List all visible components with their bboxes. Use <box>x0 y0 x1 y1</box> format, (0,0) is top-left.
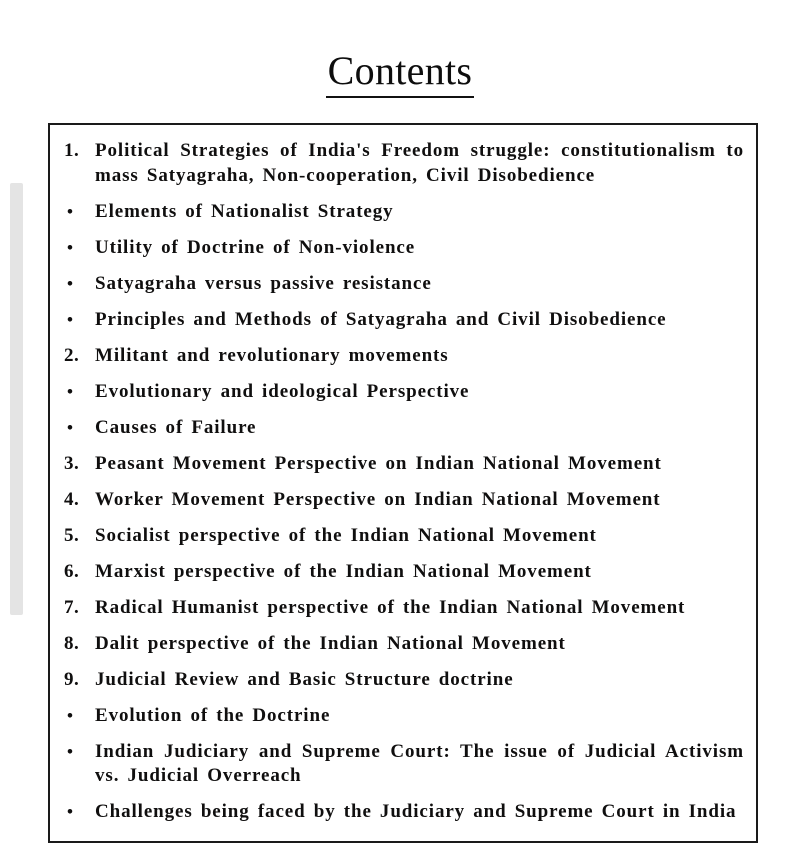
toc-entry[interactable] <box>50 488 744 513</box>
toc-bullet-marker: • <box>67 417 74 437</box>
toc-number-marker: 6. <box>64 560 80 582</box>
toc-entry-text: Evolution of the Doctrine <box>95 704 331 726</box>
toc-bullet-marker: • <box>67 705 74 725</box>
toc-entry-text: Challenges being faced by the Judiciary and Supreme Court in India <box>95 801 737 822</box>
toc-entry-text: Peasant Movement Perspective on Indian National Movement <box>95 452 662 474</box>
toc-entry-text: Dalit perspective of the Indian National Movement <box>95 632 566 654</box>
toc-bullet-marker: • <box>67 273 74 293</box>
toc-entry[interactable] <box>50 668 744 693</box>
toc-bullet-marker: • <box>67 201 74 221</box>
toc-entry-text: Political Strategies of India's Freedom struggle: constitutionalism to mass Satyagraha, Non-cooperation, Civil Disobedience <box>95 140 744 186</box>
table-of-contents-list <box>50 125 756 825</box>
toc-entry[interactable] <box>50 380 744 405</box>
toc-number-marker: 7. <box>64 596 80 618</box>
toc-bullet-marker: • <box>67 802 74 821</box>
toc-entry-text: Satyagraha versus passive resistance <box>95 272 432 294</box>
toc-entry-text: Radical Humanist perspective of the Indian National Movement <box>95 596 686 618</box>
toc-entry-text: Elements of Nationalist Strategy <box>95 200 394 222</box>
toc-entry[interactable] <box>50 560 744 585</box>
toc-entry[interactable] <box>50 236 744 261</box>
toc-entry[interactable] <box>50 596 744 621</box>
toc-entry-text: Marxist perspective of the Indian National Movement <box>95 560 592 582</box>
toc-number-marker: 2. <box>64 344 80 366</box>
toc-number-marker: 3. <box>64 452 80 474</box>
toc-entry[interactable] <box>50 272 744 297</box>
toc-entry[interactable] <box>50 139 744 188</box>
toc-number-marker: 9. <box>64 668 80 690</box>
contents-frame <box>48 123 758 843</box>
toc-entry-text: Militant and revolutionary movements <box>95 344 449 366</box>
toc-bullet-marker: • <box>67 741 74 761</box>
page-title <box>0 48 800 98</box>
toc-entry[interactable] <box>50 344 744 369</box>
toc-bullet-marker: • <box>67 237 74 257</box>
toc-entry[interactable] <box>50 632 744 657</box>
toc-entry-text: Worker Movement Perspective on Indian National Movement <box>95 488 661 510</box>
toc-entry-text: Principles and Methods of Satyagraha and Civil Disobedience <box>95 308 667 330</box>
toc-entry[interactable] <box>50 704 744 729</box>
toc-number-marker: 1. <box>64 140 80 161</box>
toc-entry-text: Socialist perspective of the Indian National Movement <box>95 524 597 546</box>
page-scrollbar[interactable] <box>5 0 18 800</box>
toc-entry[interactable] <box>50 800 744 825</box>
toc-entry-text: Judicial Review and Basic Structure doctrine <box>95 668 514 690</box>
toc-entry[interactable] <box>50 200 744 225</box>
toc-entry-text: Causes of Failure <box>95 416 257 438</box>
toc-entry-text: Indian Judiciary and Supreme Court: The issue of Judicial Activism vs. Judicial Overreach <box>95 740 744 786</box>
toc-entry[interactable] <box>50 524 744 549</box>
toc-number-marker: 4. <box>64 488 80 510</box>
page-scrollbar-thumb[interactable] <box>10 183 23 615</box>
toc-entry[interactable] <box>50 416 744 441</box>
toc-number-marker: 5. <box>64 524 80 546</box>
toc-entry[interactable] <box>50 452 744 477</box>
toc-entry[interactable] <box>50 308 744 333</box>
page-title-text: Contents <box>326 48 475 98</box>
toc-number-marker: 8. <box>64 632 80 654</box>
toc-entry-text: Evolutionary and ideological Perspective <box>95 380 470 402</box>
toc-entry-text: Utility of Doctrine of Non-violence <box>95 236 416 258</box>
toc-bullet-marker: • <box>67 381 74 401</box>
toc-bullet-marker: • <box>67 309 74 329</box>
toc-entry[interactable] <box>50 740 744 789</box>
